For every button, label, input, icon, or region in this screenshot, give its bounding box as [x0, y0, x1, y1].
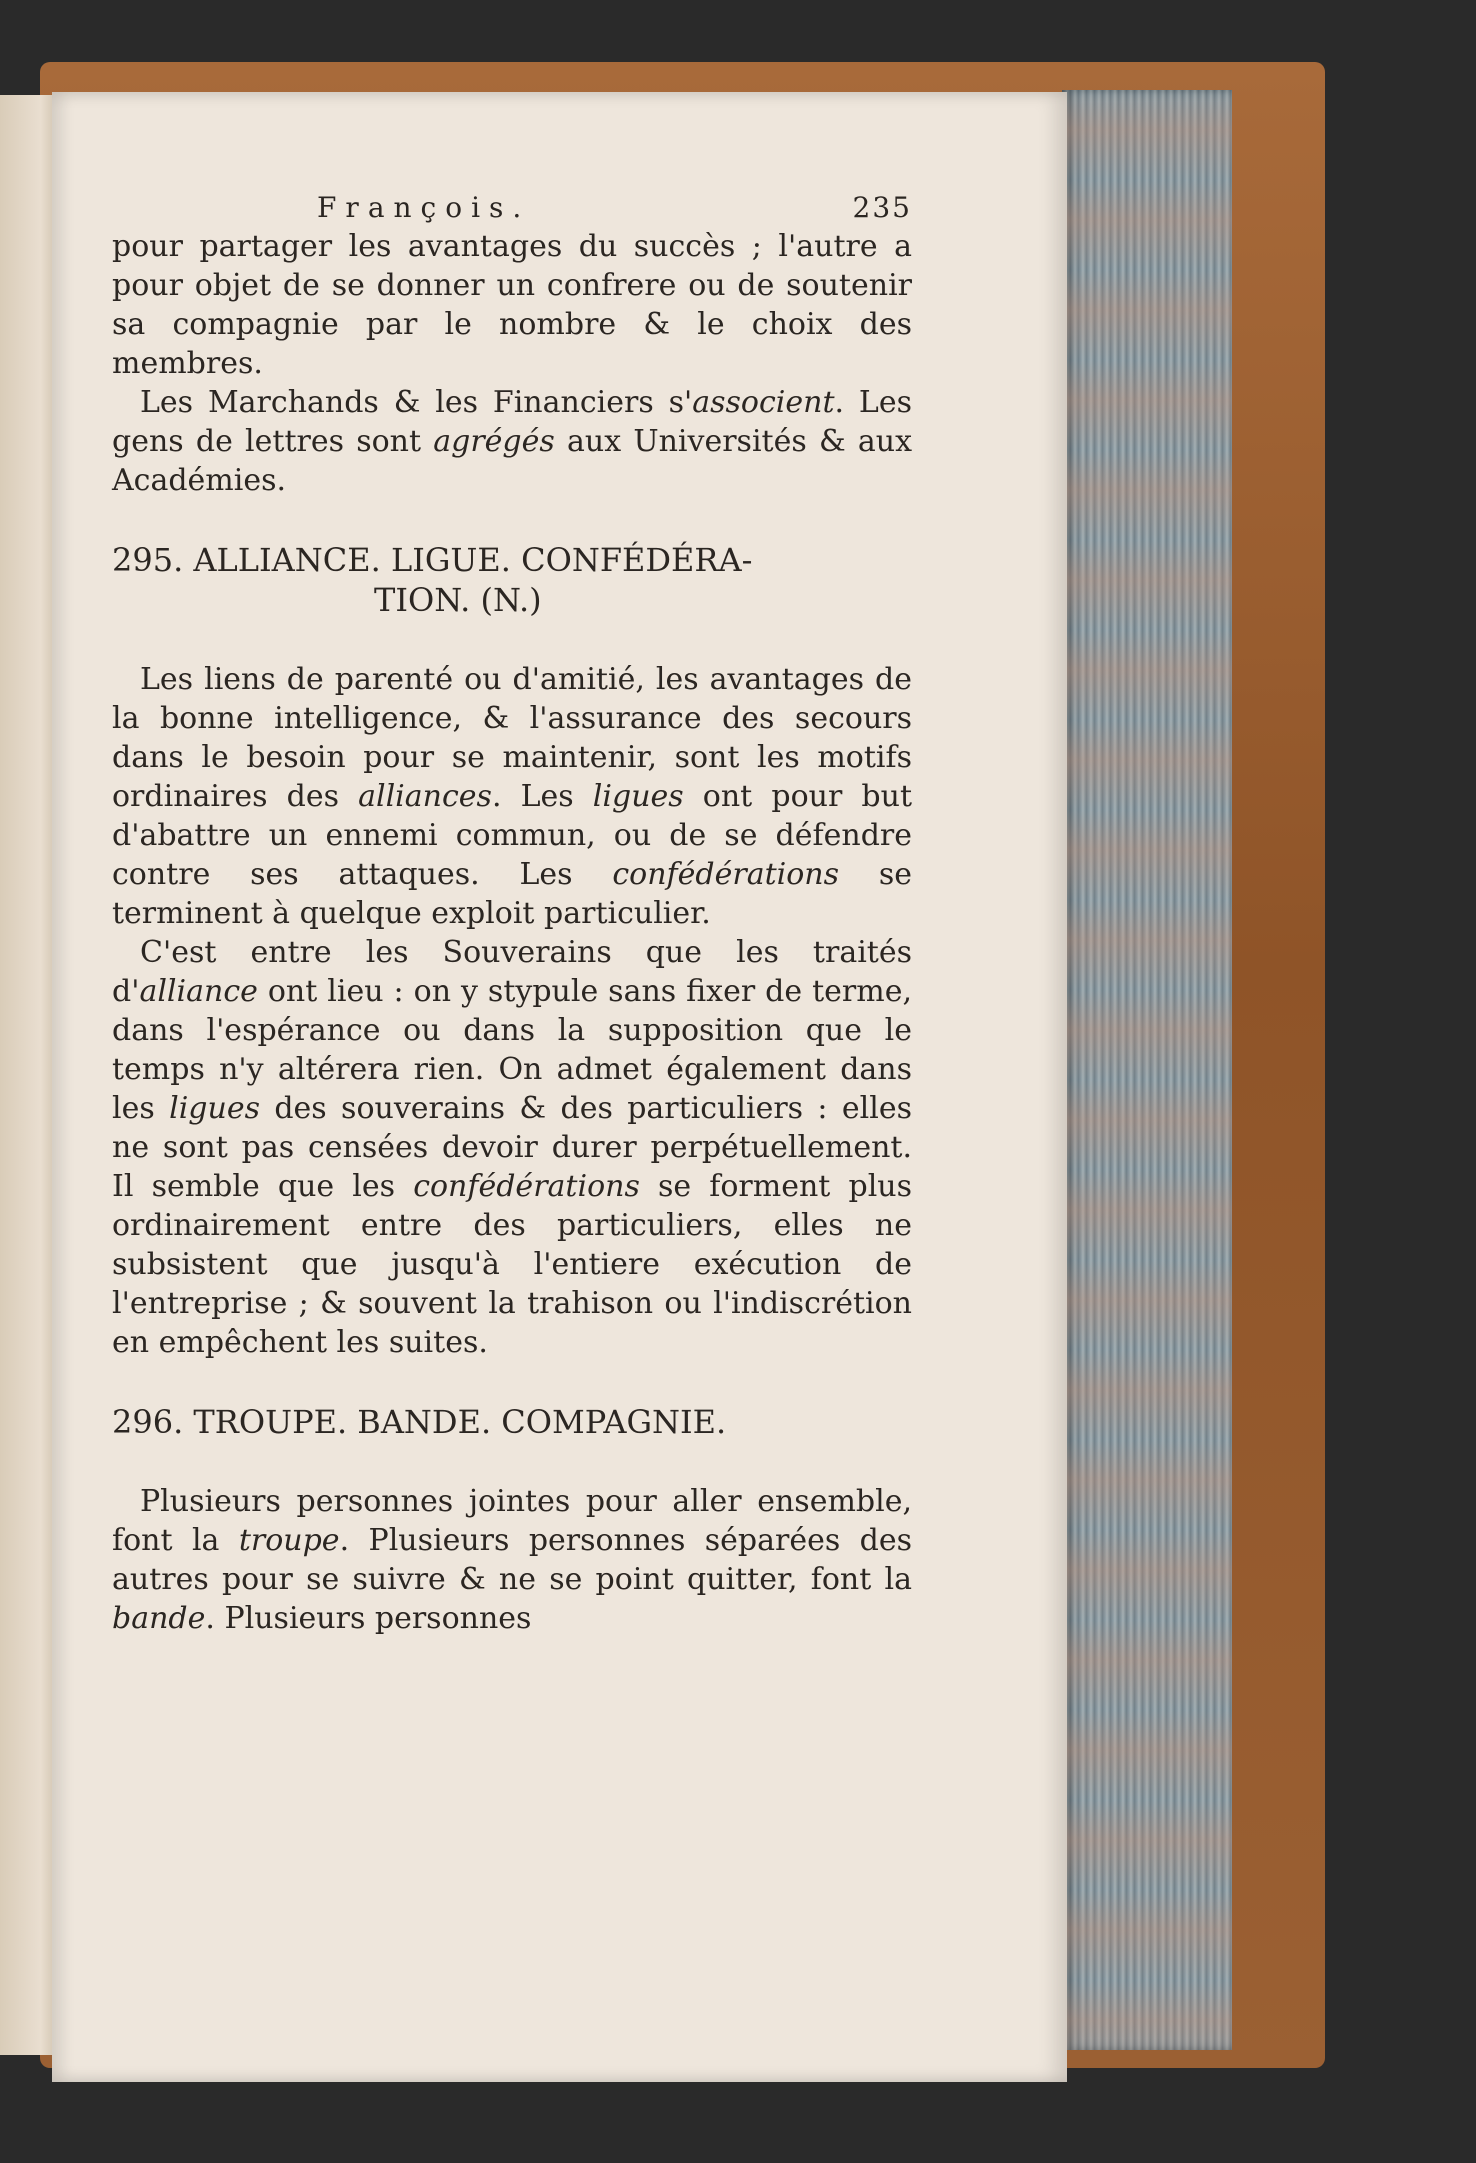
italic-term: confédérations: [413, 1169, 640, 1204]
text-run: aux Universités & aux Académies.: [112, 424, 912, 498]
italic-term: bande: [112, 1601, 206, 1636]
paragraph: [112, 383, 912, 500]
italic-term: alliances: [358, 779, 492, 814]
page-body: [112, 227, 912, 1638]
page-text: [112, 188, 912, 1638]
section-heading-text: 296. TROUPE. BANDE. COMPAGNIE.: [112, 1403, 727, 1441]
text-run: . Plusieurs personnes séparées des autres pour se suivre & ne se point quitter, font la: [112, 1523, 912, 1597]
text-run: des souverains & des particuliers : elles ne sont pas censées devoir durer perpétuellement. Il semble que les: [112, 1091, 912, 1204]
page-number: 235: [852, 191, 912, 224]
italic-term: ligues: [169, 1091, 260, 1126]
text-run: ont lieu : on y stypule sans fixer de terme, dans l'espérance ou dans la supposition que le temps n'y altérera rien. On admet également dans les: [112, 974, 912, 1126]
facing-page-edge: [0, 95, 58, 2055]
paragraph: [112, 1482, 912, 1638]
page-edges: [1062, 90, 1232, 2050]
text-run: se terminent à quelque exploit particulier.: [112, 857, 912, 931]
text-run: Les liens de parenté ou d'amitié, les avantages de la bonne intelligence, & l'assurance des secours dans le besoin pour se maintenir, sont les motifs ordinaires des: [112, 662, 912, 814]
text-run: . Plusieurs personnes: [205, 1601, 532, 1636]
text-run: . Les gens de lettres sont: [112, 385, 912, 459]
section-heading: [112, 1402, 912, 1442]
italic-term: alliance: [139, 974, 258, 1009]
italic-term: associent: [692, 385, 835, 420]
text-run: C'est entre les Souverains que les traités d': [112, 935, 912, 1009]
italic-term: troupe: [238, 1523, 340, 1558]
section-heading: [112, 540, 912, 620]
running-header: [112, 188, 912, 227]
italic-term: agrégés: [433, 424, 555, 459]
text-run: se forment plus ordinairement entre des particuliers, elles ne subsistent que jusqu'à l'entiere exécution de l'entreprise ; & souvent la trahison ou l'indiscrétion en empêchent les suites.: [112, 1169, 913, 1360]
text-run: pour partager les avantages du succès ; l'autre a pour objet de se donner un confrere ou de soutenir sa compagnie par le nombre & le choix des membres.: [112, 229, 912, 381]
section-heading-text: 295. ALLIANCE. LIGUE. CONFÉDÉRA-: [112, 541, 753, 579]
paragraph: [112, 933, 912, 1362]
text-run: . Les: [491, 779, 593, 814]
running-title: François.: [317, 191, 531, 224]
italic-term: confédérations: [612, 857, 840, 892]
text-run: ont pour but d'abattre un ennemi commun, ou de se défendre contre ses attaques. Les: [112, 779, 912, 892]
paragraph: [112, 660, 912, 933]
paragraph: [112, 227, 912, 383]
text-run: Plusieurs personnes jointes pour aller ensemble, font la: [112, 1484, 912, 1558]
italic-term: ligues: [592, 779, 684, 814]
text-run: Les Marchands & les Financiers s': [140, 385, 693, 420]
section-heading-continuation: TION. (N.): [374, 581, 542, 619]
